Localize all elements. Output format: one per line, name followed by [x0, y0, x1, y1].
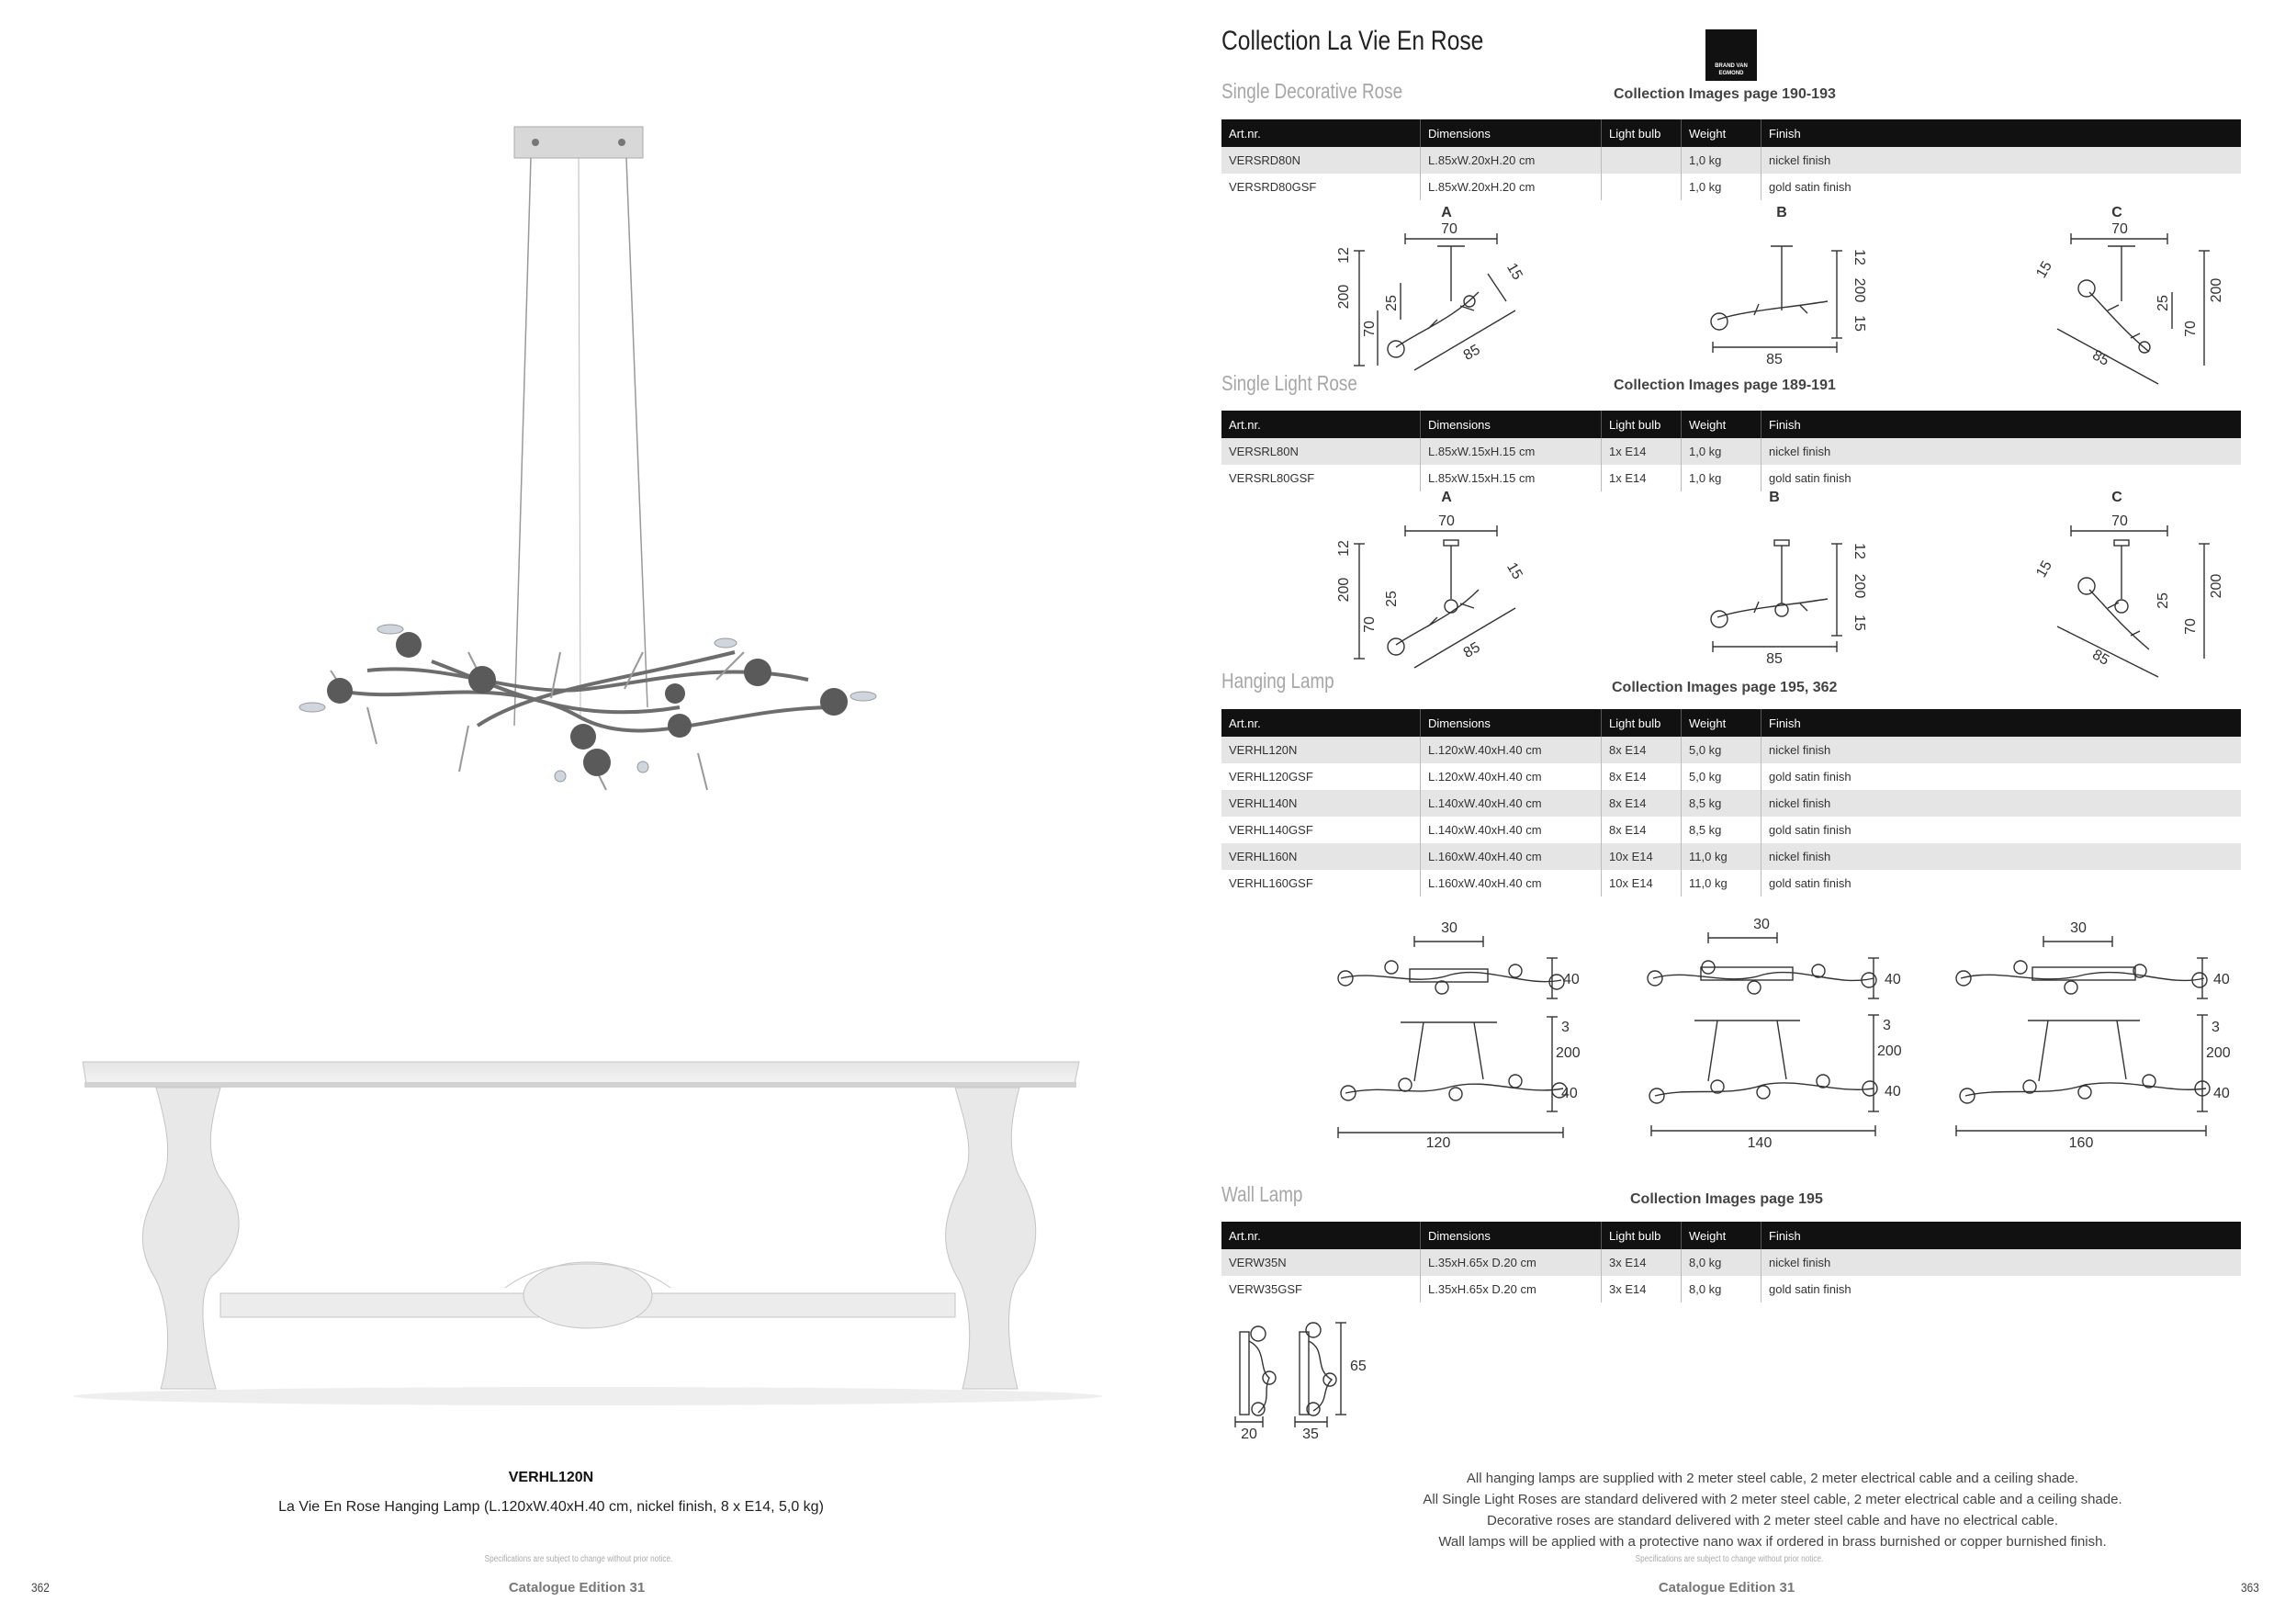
dim-a-70-h: 70: [1362, 321, 1378, 337]
svg-text:140: 140: [1747, 1135, 1773, 1151]
col-weight: Weight: [1682, 119, 1761, 147]
table-row: VERW35N L.35xH.65x D.20 cm 3x E14 8,0 kg nickel finish: [1221, 1249, 2241, 1276]
left-edition: Catalogue Edition 31: [508, 1580, 646, 1596]
svg-text:40: 40: [2213, 1086, 2230, 1101]
left-notice: Specifications are subject to change without prior notice.: [484, 1554, 673, 1564]
spec-table-decorative-rose: [1221, 119, 2241, 200]
section-title-hanging-lamp: Hanging Lamp: [1221, 669, 1334, 693]
photo-caption-code: VERHL120N: [508, 1470, 594, 1485]
svg-text:15: 15: [2033, 558, 2055, 581]
right-page-number: 363: [2241, 1580, 2259, 1595]
svg-text:40: 40: [1561, 1086, 1578, 1101]
dim-c-200: 200: [2209, 277, 2224, 303]
section-title-wall-lamp: Wall Lamp: [1221, 1182, 1303, 1206]
collection-images-decorative-rose: Collection Images page 190-193: [1614, 86, 1836, 102]
note-1: All hanging lamps are supplied with 2 meter steel cable, 2 meter electrical cable and a ceiling shade.: [1466, 1471, 2079, 1486]
svg-text:30: 30: [2070, 920, 2087, 936]
table-row: VERHL140GSF L.140xW.40xH.40 cm 8x E14 8,5 kg gold satin finish: [1221, 817, 2241, 843]
dim-b-200: 200: [1851, 277, 1867, 303]
svg-text:200: 200: [1556, 1045, 1581, 1061]
svg-text:200: 200: [2206, 1045, 2231, 1061]
hanging-lamp-photo: [294, 119, 900, 799]
decorative-rose-drawings: [1322, 200, 2224, 384]
svg-text:85: 85: [1766, 651, 1783, 667]
dim-b-15: 15: [1851, 315, 1867, 332]
spec-table-wall-lamp: Art.nr. Dimensions Light bulb Weight Finish VERW35N L.35xH.65x D.20 cm 3x E14 8,0 kg nickel finish VERW35GSF L.35xH.65x D.20 cm 3x E14 8,0 kg gold satin finish: [1221, 1222, 2241, 1303]
svg-text:200: 200: [1877, 1043, 1902, 1059]
dim-b-85: 85: [1766, 352, 1783, 367]
footnotes: [1313, 1468, 2232, 1552]
dim-a-70: 70: [1441, 221, 1458, 237]
dim-a-25: 25: [1384, 295, 1400, 311]
table-row: VERHL120N L.120xW.40xH.40 cm 8x E14 5,0 kg nickel finish: [1221, 737, 2241, 763]
svg-text:40: 40: [1885, 972, 1901, 987]
svg-text:12: 12: [1336, 540, 1352, 557]
right-edition: Catalogue Edition 31: [1658, 1580, 1795, 1596]
light-rose-drawings: [1322, 489, 2224, 682]
svg-text:35: 35: [1302, 1427, 1319, 1442]
collection-images-light-rose: Collection Images page 189-191: [1614, 378, 1836, 393]
svg-text:B: B: [1769, 490, 1780, 505]
svg-text:200: 200: [1851, 573, 1867, 599]
dim-c-15: 15: [2033, 258, 2055, 281]
svg-text:15: 15: [1503, 559, 1525, 582]
svg-text:3: 3: [1561, 1020, 1570, 1035]
svg-text:70: 70: [2111, 513, 2128, 529]
svg-text:15: 15: [1851, 615, 1867, 631]
dim-c-85: 85: [2089, 347, 2112, 369]
table-row: VERSRD80N L.85xW.20xH.20 cm 1,0 kg nickel finish: [1221, 147, 2241, 174]
table-row: VERHL160N L.160xW.40xH.40 cm 10x E14 11,0 kg nickel finish: [1221, 843, 2241, 870]
view-b: [1711, 246, 1842, 353]
dim-c-70-h: 70: [2183, 321, 2199, 337]
svg-text:70: 70: [1438, 513, 1455, 529]
svg-text:120: 120: [1425, 1135, 1451, 1151]
dim-b-12: 12: [1851, 249, 1867, 265]
section-title-light-rose: Single Light Rose: [1221, 371, 1357, 395]
table-row: VERHL140N L.140xW.40xH.40 cm 8x E14 8,5 kg nickel finish: [1221, 790, 2241, 817]
section-title-decorative-rose: Single Decorative Rose: [1221, 79, 1403, 103]
dim-a-200: 200: [1336, 284, 1352, 310]
spec-table-hanging-lamp: Art.nr. Dimensions Light bulb Weight Finish VERHL120N L.120xW.40xH.40 cm 8x E14 5,0 kg nickel finish VERHL120GSF L.120xW.40xH.40 cm 8x E14 5,0 kg gold satin finish VERHL140N L.140xW.40xH.40 cm 8x E14 8,5 kg nickel finish VERHL140GSF L.140xW.40xH.40 cm 8x E14 8,5 kg gold satin finish VERHL160N L.160xW.40xH.40 cm 10x E14 11,0 kg nickel finish VERHL160GSF L.160xW.40xH.40 cm 10x E14 11,0 kg gold satin finish: [1221, 709, 2241, 897]
collection-images-hanging-lamp: Collection Images page 195, 362: [1612, 680, 1838, 695]
svg-text:30: 30: [1441, 920, 1458, 936]
view-label-a: A: [1441, 205, 1452, 220]
col-light-bulb: Light bulb: [1602, 119, 1682, 147]
left-page-number: 362: [31, 1580, 50, 1595]
svg-text:40: 40: [1885, 1084, 1901, 1100]
svg-text:30: 30: [1753, 917, 1770, 932]
page-title: Collection La Vie En Rose: [1221, 26, 1484, 56]
view-label-c: C: [2111, 205, 2122, 220]
hanging-lamp-drawings: [1322, 914, 2241, 1162]
wall-lamp-drawings: [1221, 1314, 1387, 1442]
dim-c-25: 25: [2155, 295, 2171, 311]
dim-c-70: 70: [2111, 221, 2128, 237]
note-3: Decorative roses are standard delivered with 2 meter steel cable and have no electrical cable.: [1486, 1513, 2058, 1528]
svg-text:3: 3: [1883, 1018, 1891, 1033]
dim-a-15: 15: [1503, 260, 1525, 283]
svg-text:12: 12: [1851, 543, 1867, 559]
svg-text:A: A: [1441, 490, 1452, 505]
view-a: [1354, 233, 1515, 370]
svg-text:160: 160: [2068, 1135, 2094, 1151]
col-finish: Finish: [1761, 119, 2242, 147]
table-row: VERHL160GSF L.160xW.40xH.40 cm 10x E14 11,0 kg gold satin finish: [1221, 870, 2241, 897]
brand-logo: BRAND VAN EGMOND: [1705, 29, 1757, 81]
svg-text:40: 40: [2213, 972, 2230, 987]
dim-a-12: 12: [1336, 247, 1352, 264]
svg-text:200: 200: [2209, 573, 2224, 599]
svg-text:25: 25: [1384, 591, 1400, 607]
collection-images-wall-lamp: Collection Images page 195: [1630, 1191, 1823, 1207]
table-row: VERHL120GSF L.120xW.40xH.40 cm 8x E14 5,0 kg gold satin finish: [1221, 763, 2241, 790]
svg-text:20: 20: [1241, 1427, 1257, 1442]
svg-text:65: 65: [1350, 1359, 1367, 1374]
svg-text:70: 70: [1362, 616, 1378, 633]
svg-text:C: C: [2111, 490, 2122, 505]
console-table-photo: [73, 1047, 1102, 1415]
table-row: VERSRD80GSF L.85xW.20xH.20 cm 1,0 kg gold satin finish: [1221, 174, 2241, 200]
table-row: VERSRL80GSF L.85xW.15xH.15 cm 1x E14 1,0 kg gold satin finish: [1221, 465, 2241, 491]
svg-text:200: 200: [1336, 577, 1352, 603]
view-label-b: B: [1776, 205, 1787, 220]
note-2: All Single Light Roses are standard delivered with 2 meter steel cable, 2 meter electrical cable and a ceiling shade.: [1423, 1492, 2122, 1507]
note-4: Wall lamps will be applied with a protective nano wax if ordered in brass burnished or copper burnished finish.: [1438, 1534, 2107, 1550]
spec-table-light-rose: Art.nr. Dimensions Light bulb Weight Finish VERSRL80N L.85xW.15xH.15 cm 1x E14 1,0 kg nickel finish VERSRL80GSF L.85xW.15xH.15 cm 1x E14 1,0 kg gold satin finish: [1221, 411, 2241, 491]
svg-text:70: 70: [2183, 618, 2199, 635]
photo-caption-text: La Vie En Rose Hanging Lamp (L.120xW.40xH.40 cm, nickel finish, 8 x E14, 5,0 kg): [278, 1499, 824, 1515]
svg-text:25: 25: [2155, 592, 2171, 609]
view-c: [2057, 233, 2210, 384]
svg-text:85: 85: [2089, 647, 2112, 669]
col-dimensions: Dimensions: [1421, 119, 1602, 147]
table-row: VERSRL80N L.85xW.15xH.15 cm 1x E14 1,0 kg nickel finish: [1221, 438, 2241, 465]
right-notice: Specifications are subject to change without prior notice.: [1635, 1554, 1824, 1564]
svg-text:40: 40: [1563, 972, 1580, 987]
svg-text:3: 3: [2212, 1020, 2220, 1035]
col-artnr: Art.nr.: [1221, 119, 1421, 147]
dim-a-85: 85: [1460, 342, 1483, 364]
table-row: VERW35GSF L.35xH.65x D.20 cm 3x E14 8,0 kg gold satin finish: [1221, 1276, 2241, 1303]
svg-text:85: 85: [1460, 639, 1483, 661]
